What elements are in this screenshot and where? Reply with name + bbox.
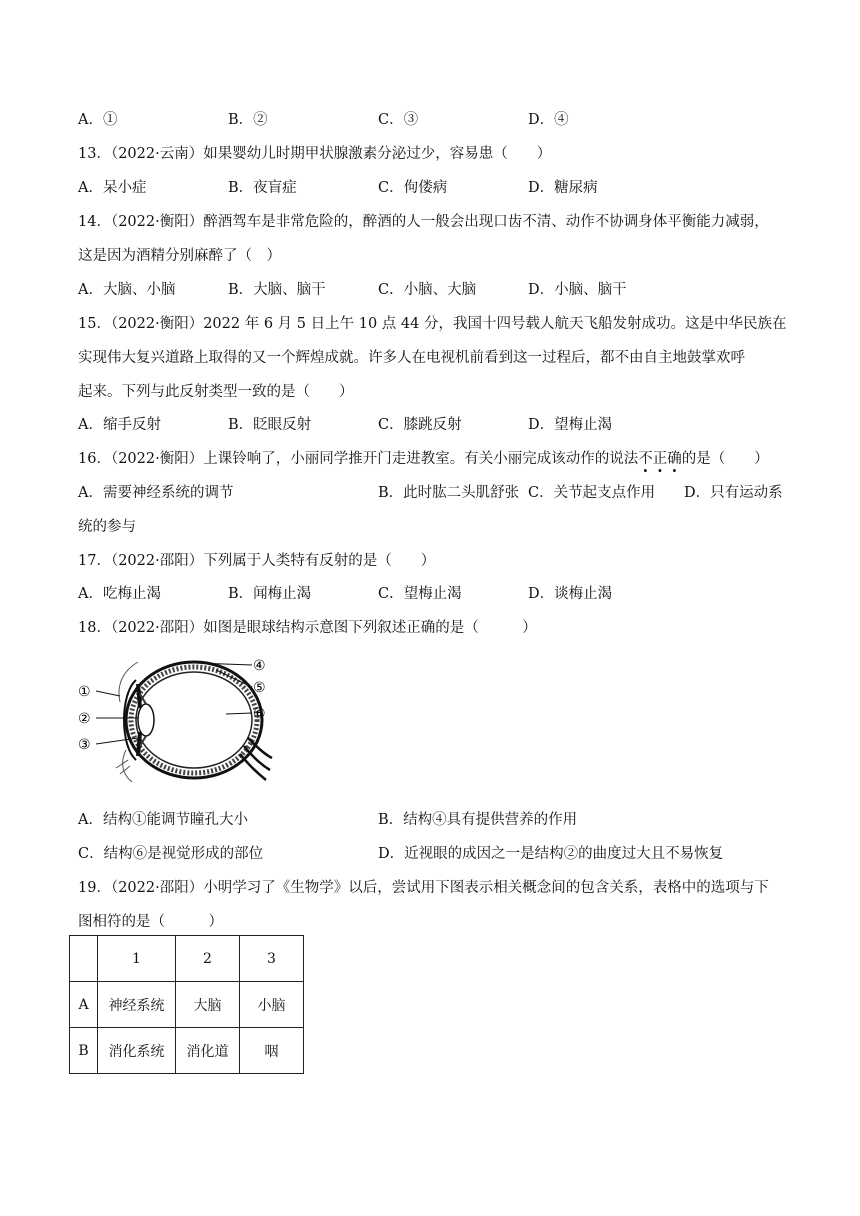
eyelid-lower-line <box>116 750 132 782</box>
table-row <box>70 982 304 1028</box>
table-cell: 消化系统 <box>98 1028 176 1074</box>
q16-stem-pre: 16．（2022·衡阳）上课铃响了，小丽同学推开门走进教室。有关小丽完成该动作的说法 <box>78 451 639 467</box>
eyeball-diagram <box>76 650 276 795</box>
q18-option-c: C．结构⑥是视觉形成的部位 <box>78 846 264 862</box>
q16-emphasis-char: 不 <box>638 451 653 467</box>
table-header-row <box>70 936 304 982</box>
q18-option-a: A．结构①能调节瞳孔大小 <box>78 812 248 828</box>
table-header-cell: 2 <box>176 936 240 982</box>
table-cell: 消化道 <box>176 1028 240 1074</box>
q18-option-b: B．结构④具有提供营养的作用 <box>378 812 578 828</box>
options-table <box>69 935 304 1074</box>
table-header-cell <box>70 936 98 982</box>
q14-option-b: B．大脑、脑干 <box>228 282 326 298</box>
q17-option-a: A．吃梅止渴 <box>78 586 161 602</box>
table-cell: 神经系统 <box>98 982 176 1028</box>
q19-stem-line1: 19．（2022·邵阳）小明学习了《生物学》以后，尝试用下图表示相关概念间的包含关系，表格中的选项与下 <box>78 880 769 896</box>
table-cell: 大脑 <box>176 982 240 1028</box>
q17-stem: 17．（2022·邵阳）下列属于人类特有反射的是（ ） <box>78 553 436 569</box>
q13-stem: 13．（2022·云南）如果婴幼儿时期甲状腺激素分泌过少，容易患（ ） <box>78 146 552 162</box>
q12-option-d: D．④ <box>528 112 569 128</box>
q15-stem-line2: 实现伟大复兴道路上取得的又一个辉煌成就。许多人在电视机前看到这一过程后，都不由自主地鼓掌欢呼 <box>78 350 745 366</box>
q15-option-a: A．缩手反射 <box>78 417 161 433</box>
lens-shape <box>138 704 154 736</box>
q19-stem-line2: 图相符的是（ ） <box>78 914 223 930</box>
eye-label-1: ① <box>78 684 91 700</box>
q15-option-b: B．眨眼反射 <box>228 417 312 433</box>
q14-option-a: A．大脑、小脑 <box>78 282 176 298</box>
q12-option-c: C．③ <box>378 112 419 128</box>
q16-option-b: B．此时肱二头肌舒张 <box>378 485 520 501</box>
table-row <box>70 1028 304 1074</box>
table-header-cell: 3 <box>240 936 304 982</box>
q16-emphasis-char: 确 <box>667 451 682 467</box>
table-cell: 小脑 <box>240 982 304 1028</box>
q16-stem-post: 的是（ ） <box>681 451 769 467</box>
q13-option-d: D．糖尿病 <box>528 180 598 196</box>
eye-label-4: ④ <box>253 658 266 674</box>
q13-option-b: B．夜盲症 <box>228 180 297 196</box>
q17-option-b: B．闻梅止渴 <box>228 586 312 602</box>
eye-label-5: ⑤ <box>253 680 266 696</box>
q12-option-a: A．① <box>78 112 118 128</box>
q17-option-c: C．望梅止渴 <box>378 586 462 602</box>
q16-option-a: A．需要神经系统的调节 <box>78 485 234 501</box>
table-cell: 咽 <box>240 1028 304 1074</box>
eye-label-3: ③ <box>78 737 91 753</box>
q16-option-d: D．只有运动系 <box>684 485 783 501</box>
q16-option-c: C．关节起支点作用 <box>528 485 656 501</box>
eye-label-6: ⑥ <box>253 706 266 722</box>
q16-option-d-continued: 统的参与 <box>78 519 136 535</box>
q15-option-d: D．望梅止渴 <box>528 417 613 433</box>
q14-option-c: C．小脑、大脑 <box>378 282 477 298</box>
q18-stem: 18．（2022·邵阳）如图是眼球结构示意图下列叙述正确的是（ ） <box>78 620 537 636</box>
table-cell: B <box>70 1028 98 1074</box>
q13-option-c: C．佝偻病 <box>378 180 448 196</box>
q14-stem-line2: 这是因为酒精分别麻醉了（ ） <box>78 248 281 264</box>
table-cell: A <box>70 982 98 1028</box>
q14-stem-line1: 14．（2022·衡阳）醉酒驾车是非常危险的，醉酒的人一般会出现口齿不清、动作不协调身体平衡能力减弱， <box>78 214 769 230</box>
q13-option-a: A．呆小症 <box>78 180 147 196</box>
q15-stem-line1: 15．（2022·衡阳）2022 年 6 月 5 日上午 10 点 44 分，我国十四号载人航天飞船发射成功。这是中华民族在 <box>78 316 787 332</box>
q18-option-d: D．近视眼的成因之一是结构②的曲度过大且不易恢复 <box>378 846 724 862</box>
q16-stem <box>78 449 769 469</box>
q12-option-b: B．② <box>228 112 268 128</box>
q14-option-d: D．小脑、脑干 <box>528 282 627 298</box>
q16-emphasis-char: 正 <box>652 451 668 467</box>
q17-option-d: D．谈梅止渴 <box>528 586 613 602</box>
eye-label-2: ② <box>78 711 91 727</box>
table-header-cell: 1 <box>98 936 176 982</box>
q15-option-c: C．膝跳反射 <box>378 417 462 433</box>
leader-line-1 <box>96 691 120 696</box>
q15-stem-line3: 起来。下列与此反射类型一致的是（ ） <box>78 384 354 400</box>
